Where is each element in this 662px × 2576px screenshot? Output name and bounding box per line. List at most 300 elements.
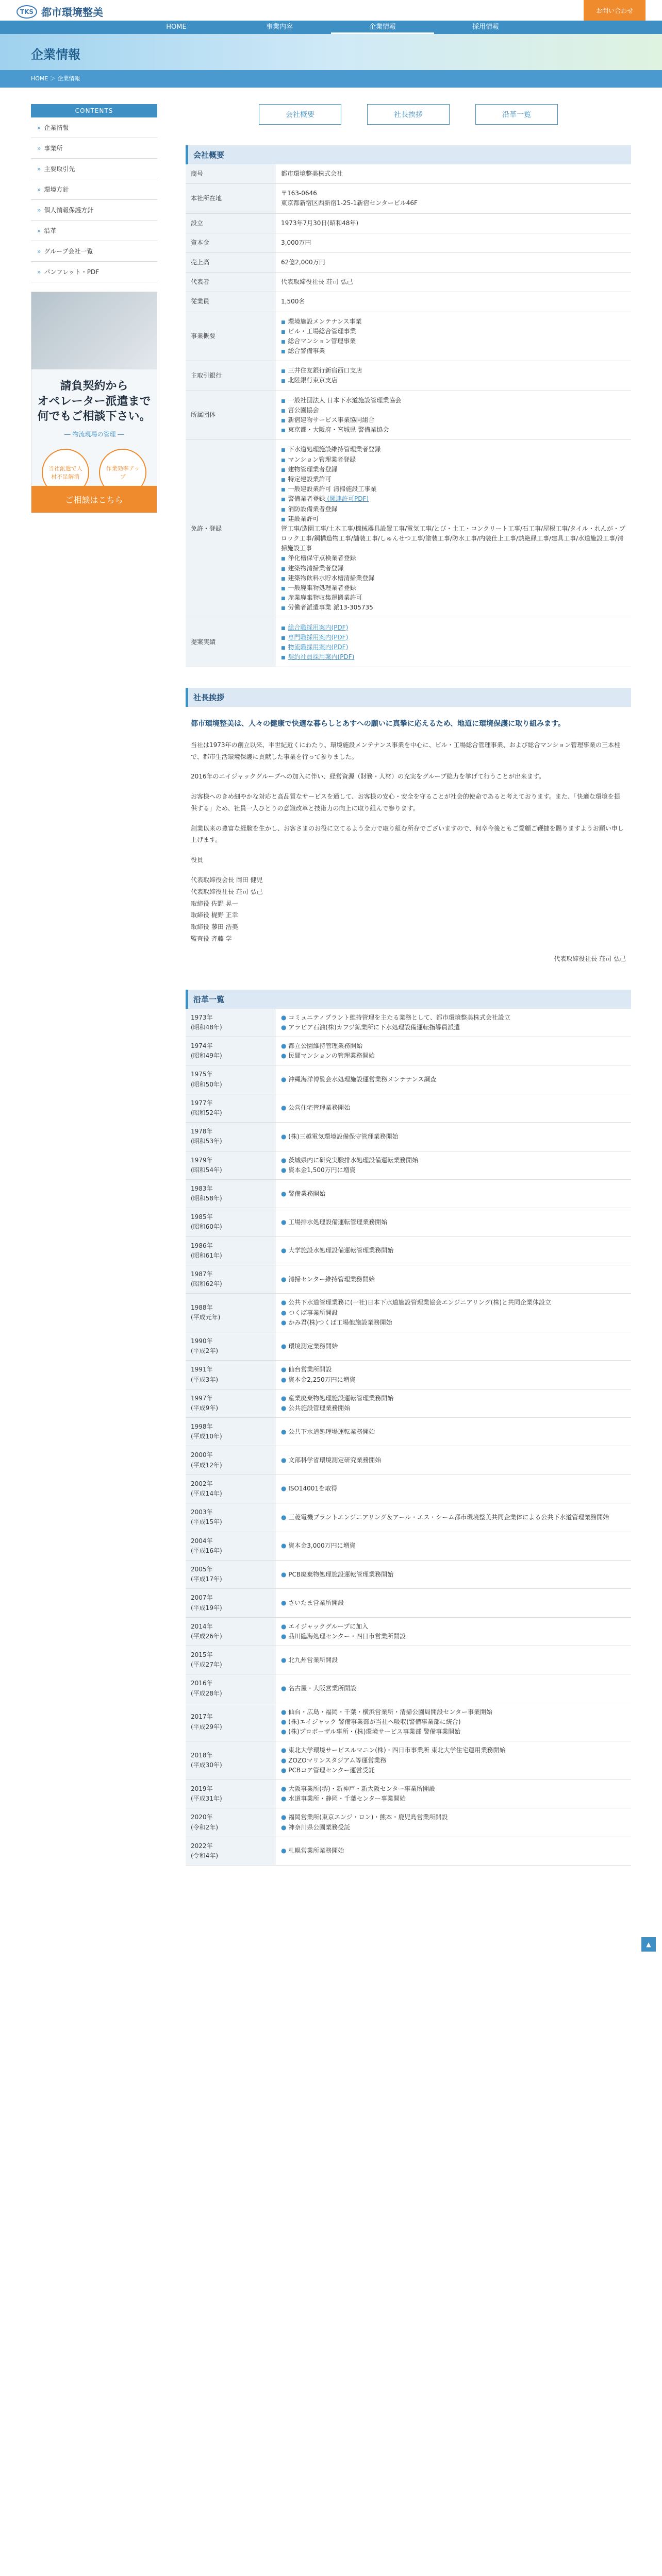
sidebar-item[interactable]: » 個人情報保護方針 (31, 200, 157, 221)
list-item: ■ 建物管理業者登録 (281, 465, 626, 474)
event-text: 警備業務開始 (288, 1190, 326, 1197)
event-list (281, 1622, 626, 1641)
history-event (281, 1846, 626, 1856)
history-events (276, 1065, 631, 1094)
history-events (276, 1418, 631, 1446)
history-event (281, 1165, 626, 1175)
event-text: (株)三越電気環境設備保守管理業務開始 (288, 1132, 399, 1140)
event-text: 三菱電機プラントエンジニアリング＆アール・エス・シーム都市環境整美共同企業体による公共下水道管理業務開始 (288, 1513, 609, 1521)
bullet-icon: ● (281, 1718, 289, 1726)
officers-list (191, 874, 626, 945)
bullet-icon: ● (281, 1052, 289, 1060)
history-events (276, 1837, 631, 1865)
event-text: 名古屋・大阪営業所開設 (288, 1685, 357, 1692)
bullet-icon: ● (281, 1042, 289, 1050)
value-line: 1973年7月30日(昭和48年) (281, 219, 359, 227)
page-hero (0, 34, 662, 70)
history-year: 1985年 (昭和60年) (186, 1208, 276, 1236)
bullet-icon: ● (281, 1656, 289, 1664)
event-text: エイジャックグループに加入 (288, 1622, 369, 1630)
pdf-link[interactable]: 専門職採用案内(PDF) (288, 633, 349, 641)
site-logo[interactable] (16, 4, 103, 19)
event-text: 品川臨海処理センター・四日市営業所開設 (288, 1632, 406, 1640)
overview-value (276, 440, 631, 618)
overview-value (276, 213, 631, 233)
event-text: つくば事業所開設 (288, 1309, 338, 1316)
overview-row (186, 184, 631, 213)
value-list (281, 317, 626, 357)
list-item: ■ 宮公園協会 (281, 405, 626, 415)
overview-key: 主取引銀行 (186, 361, 276, 391)
event-list (281, 1707, 626, 1737)
history-row (186, 1837, 631, 1865)
history-year: 2002年 (平成14年) (186, 1475, 276, 1503)
overview-key: 商号 (186, 164, 276, 184)
history-event (281, 1570, 626, 1580)
history-event (281, 1812, 626, 1822)
message-paragraph: 当社は1973年の創立以来、半世紀近くにわたり、環境施設メンテナンス事業を中心に、ビル・工場総合管理事業、および総合マンション管理事業の三本柱で、都市生活環境保護に貢献した事業を行って参りました。 (191, 741, 621, 760)
history-row (186, 1741, 631, 1780)
history-row (186, 1294, 631, 1332)
history-year: 2017年 (平成29年) (186, 1703, 276, 1741)
event-list (281, 1427, 626, 1437)
event-list (281, 1041, 626, 1061)
history-event (281, 1684, 626, 1693)
history-row (186, 1589, 631, 1617)
value-list (281, 396, 626, 435)
history-event (281, 1766, 626, 1775)
list-item: ■ 警備業者登録 (関連許可PDF) (281, 494, 626, 504)
event-text: 神奈川県公園業務受託 (288, 1823, 351, 1831)
officer: 取締役 佐野 晃一 (191, 900, 238, 907)
list-item: ■ 労働者派遣事業 派13-305735 (281, 603, 626, 613)
list-item (281, 623, 626, 633)
bullet-icon: ● (281, 1309, 289, 1316)
event-text: 資本金3,000万円に増資 (288, 1542, 356, 1550)
banner-consult-button[interactable]: ご相談はこちら (31, 486, 157, 513)
history-events (276, 1009, 631, 1037)
bullet-icon: ● (281, 1632, 289, 1640)
history-table (186, 1009, 631, 1866)
event-text: (株)エイジャック 警備事業部が当社へ吸収(警備事業部に統合) (288, 1718, 461, 1726)
history-row (186, 1780, 631, 1808)
history-event (281, 1541, 626, 1551)
history-event (281, 1318, 626, 1328)
pdf-link[interactable]: 物流職採用案内(PDF) (288, 643, 349, 651)
event-text: さいたま営業所開設 (288, 1599, 344, 1606)
overview-heading: 会社概要 (186, 145, 631, 164)
history-event (281, 1717, 626, 1727)
message-lead: 都市環境整美は、人々の健康で快適な暮らしとあすへの願いに真摯に応えるため、地道に環境保護に取り組みます。 (191, 720, 566, 728)
history-event (281, 1246, 626, 1256)
history-year: 1990年 (平成2年) (186, 1332, 276, 1360)
history-year: 1978年 (昭和53年) (186, 1123, 276, 1151)
event-text: 清掃センター維持管理業務開始 (288, 1275, 375, 1283)
bullet-icon: ● (281, 1599, 289, 1606)
history-row (186, 1446, 631, 1475)
bullet-icon: ● (281, 1318, 289, 1326)
overview-row (186, 213, 631, 233)
history-event (281, 1041, 626, 1051)
bullet-icon: ● (281, 1132, 289, 1140)
history-events (276, 1446, 631, 1475)
pdf-link[interactable]: 総合職採用案内(PDF) (288, 623, 349, 631)
history-events (276, 1179, 631, 1208)
history-event (281, 1375, 626, 1385)
overview-row (186, 292, 631, 312)
event-text: 北九州営業所開設 (288, 1656, 338, 1664)
history-row (186, 1037, 631, 1065)
event-text: 民間マンションの管理業務開始 (288, 1052, 375, 1060)
banner-photo (31, 292, 157, 369)
overview-value (276, 273, 631, 292)
bullet-icon: ● (281, 1756, 289, 1764)
nav-recruit[interactable]: 採用情報 (472, 23, 499, 31)
logo-text: 都市環境整美 (41, 6, 103, 19)
overview-value (276, 312, 631, 361)
history-year: 1988年 (平成元年) (186, 1294, 276, 1332)
history-events (276, 1475, 631, 1503)
history-year: 2022年 (令和4年) (186, 1837, 276, 1865)
license-pdf-link[interactable]: (関連許可PDF) (325, 495, 369, 503)
event-text: 東北大学環境サービスルマニン(株)・四日市事業所 東北大学住宅運用業務開始 (288, 1747, 506, 1754)
event-list (281, 1394, 626, 1413)
bullet-icon: ● (281, 1814, 289, 1821)
sidebar-item[interactable]: » グループ会社一覧 (31, 241, 157, 262)
overview-key: 免許・登録 (186, 440, 276, 618)
history-year: 2016年 (平成28年) (186, 1674, 276, 1703)
list-item: ■ 浄化槽保守点検業者登録 (281, 553, 626, 563)
list-item: ■ 総合マンション管理事業 (281, 336, 626, 346)
history-events (276, 1532, 631, 1560)
history-row (186, 1179, 631, 1208)
event-list (281, 1132, 626, 1142)
history-event (281, 1275, 626, 1284)
history-event (281, 1745, 626, 1755)
history-events (276, 1674, 631, 1703)
history-year: 2005年 (平成17年) (186, 1560, 276, 1588)
history-year: 2020年 (令和2年) (186, 1808, 276, 1837)
list-item (281, 642, 626, 652)
nav-home[interactable]: HOME (166, 23, 187, 31)
event-text: 環境測定業務開始 (288, 1342, 338, 1350)
bullet-icon: ● (281, 1366, 289, 1374)
history-event (281, 1756, 626, 1766)
value-line: 1,500名 (281, 298, 305, 306)
bullet-icon: ● (281, 1104, 289, 1112)
sidebar-item[interactable]: » 環境方針 (31, 179, 157, 200)
value-list (281, 623, 626, 663)
bullet-icon: ● (281, 1685, 289, 1692)
history-event (281, 1365, 626, 1375)
history-event (281, 1403, 626, 1413)
page-top-button[interactable]: ▲ (641, 1937, 656, 1952)
tab-history[interactable]: 沿革一覧 (475, 104, 558, 125)
history-year: 1986年 (昭和61年) (186, 1236, 276, 1265)
bullet-icon: ● (281, 1542, 289, 1550)
event-text: PCB廃棄物処理施設運転管理業務開始 (288, 1570, 394, 1578)
event-text: 大阪事業所(堺)・新神戸・新大阪センター事業所開設 (288, 1785, 436, 1792)
event-text: コミュニティプラント維持管理を主たる業務として、都市環境整美株式会社設立 (288, 1013, 510, 1021)
event-list (281, 1075, 626, 1084)
event-text: 都立公園維持管理業務開始 (288, 1042, 363, 1050)
history-row (186, 1332, 631, 1360)
message-paragraph: お客様へのきめ細やかな対応と高品質なサービスを通して、お客様の安心・安全を守ることが社会的使命であると考えております。また、「快適な環境を提供する」ため、社員一人ひとりの意識改革と技術力の向上に取り組んで参ります。 (191, 793, 620, 812)
event-list (281, 1846, 626, 1856)
header-contact-button[interactable]: お問い合わせ (584, 0, 646, 21)
history-events (276, 1037, 631, 1065)
overview-table (186, 164, 631, 667)
value-line: 62億2,000万円 (281, 258, 325, 266)
tab-message[interactable]: 社長挨拶 (367, 104, 450, 125)
bullet-icon: ● (281, 1076, 289, 1083)
event-list (281, 1217, 626, 1227)
history-year: 2003年 (平成15年) (186, 1503, 276, 1532)
history-year: 1979年 (昭和54年) (186, 1151, 276, 1179)
event-text: 大学施設水処理設備運転管理業務開始 (288, 1247, 394, 1255)
event-text: 福岡営業所(東京エンジ・ロン)・熊本・鹿児島営業所開設 (288, 1814, 448, 1821)
history-event (281, 1013, 626, 1023)
bullet-icon: ● (281, 1299, 289, 1307)
sidebar-banner[interactable] (31, 292, 157, 513)
sidebar-item[interactable]: » 沿革 (31, 221, 157, 241)
event-text: 文部科学省環境測定研究業務開始 (288, 1456, 382, 1464)
bullet-icon: ● (281, 1766, 289, 1774)
list-item: ■ 一般廃棄物処理業者登録 (281, 583, 626, 593)
overview-row (186, 391, 631, 440)
sidebar-item[interactable]: » 主要取引先 (31, 159, 157, 179)
event-text: ZOZOマリンスタジアム等運営業務 (288, 1756, 387, 1764)
sidebar-item[interactable]: » 事業所 (31, 138, 157, 159)
bullet-icon: ● (281, 1747, 289, 1754)
history-row (186, 1475, 631, 1503)
history-event (281, 1598, 626, 1608)
list-item: ■ マンション管理業者登録 (281, 455, 626, 465)
list-item: ■ 建築物飲料水貯水槽清掃業登録 (281, 573, 626, 583)
bullet-icon: ● (281, 1013, 289, 1021)
tab-overview[interactable]: 会社概要 (259, 104, 341, 125)
overview-value (276, 391, 631, 440)
history-event (281, 1727, 626, 1737)
president-message (186, 707, 631, 984)
overview-value (276, 361, 631, 391)
history-event (281, 1189, 626, 1199)
event-text: 茨城県内に研究実験排水処理設備運転業務開始 (288, 1156, 419, 1164)
list-item: ■ 総合警備事業 (281, 346, 626, 356)
bullet-icon: ● (281, 1708, 289, 1716)
value-line: 都市環境整美株式会社 (281, 170, 343, 177)
history-year: 1977年 (昭和52年) (186, 1094, 276, 1122)
history-year: 1991年 (平成3年) (186, 1361, 276, 1389)
sidebar (31, 104, 157, 1866)
history-event (281, 1394, 626, 1403)
history-event (281, 1023, 626, 1032)
overview-value (276, 252, 631, 272)
history-events (276, 1123, 631, 1151)
value-line: 3,000万円 (281, 239, 311, 246)
history-year: 2007年 (平成19年) (186, 1589, 276, 1617)
event-list (281, 1246, 626, 1256)
event-list (281, 1655, 626, 1665)
construction-note: 管工事/造園工事/土木工事/機械器具設置工事/電気工事/とび・土工・コンクリート工事/石工事/屋根工事/タイル・れんが・ブロック工事/鋼構造物工事/舗装工事/しゅんせつ工事/塗装工事/防水工事/内装仕上工事/熱絶縁工事/建具工事/水道施設工事/清掃施設工事 (281, 524, 625, 552)
sidebar-item[interactable]: » 企業情報 (31, 117, 157, 138)
bullet-icon: ● (281, 1570, 289, 1578)
history-event (281, 1655, 626, 1665)
history-events (276, 1361, 631, 1389)
bullet-icon: ● (281, 1342, 289, 1350)
list-item: ■ 産業廃棄物収集運搬業許可 (281, 593, 626, 603)
event-list (281, 1013, 626, 1032)
event-list (281, 1275, 626, 1284)
bullet-icon: ● (281, 1376, 289, 1383)
event-list (281, 1103, 626, 1113)
officer: 代表取締役社長 荘司 弘己 (191, 888, 263, 895)
history-row (186, 1560, 631, 1588)
bullet-icon: ● (281, 1622, 289, 1630)
history-row (186, 1361, 631, 1389)
event-list (281, 1455, 626, 1465)
list-item: ■ 建築物清掃業者登録 (281, 564, 626, 573)
event-text: 公共施設管理業務開始 (288, 1404, 351, 1412)
bullet-icon: ● (281, 1785, 289, 1792)
event-list (281, 1513, 626, 1522)
overview-key: 従業員 (186, 292, 276, 312)
sidebar-item[interactable]: » パンフレット・PDF (31, 262, 157, 282)
bullet-icon: ● (281, 1456, 289, 1464)
history-year: 1997年 (平成9年) (186, 1389, 276, 1417)
overview-row (186, 440, 631, 618)
history-row (186, 1123, 631, 1151)
history-events (276, 1741, 631, 1780)
history-year: 1987年 (昭和62年) (186, 1265, 276, 1294)
value-list (281, 445, 626, 613)
overview-key: 資本金 (186, 233, 276, 252)
pdf-link[interactable]: 契約社員採用案内(PDF) (288, 653, 355, 661)
sidebar-heading: CONTENTS (31, 104, 157, 117)
history-events (276, 1151, 631, 1179)
event-text: 公営住宅管理業務開始 (288, 1104, 351, 1112)
history-events (276, 1389, 631, 1417)
overview-value (276, 164, 631, 184)
history-events (276, 1703, 631, 1741)
banner-chip: 当社派遣で人材不足解消 (42, 449, 89, 496)
bullet-icon: ● (281, 1394, 289, 1402)
history-events (276, 1560, 631, 1588)
overview-key: 事業概要 (186, 312, 276, 361)
event-text: 公共下水道処理場運転業務開始 (288, 1428, 375, 1435)
history-event (281, 1051, 626, 1061)
list-item: ■ 一般建設業許可 清掃施設工事業 (281, 484, 626, 494)
event-list (281, 1812, 626, 1832)
history-row (186, 1389, 631, 1417)
bullet-icon: ● (281, 1485, 289, 1493)
list-item: ■ 東京都・大阪府・宮城県 警備業協会 (281, 425, 626, 435)
officer: 監査役 斉藤 学 (191, 935, 232, 943)
bullet-icon: ● (281, 1795, 289, 1803)
history-event (281, 1217, 626, 1227)
history-event (281, 1513, 626, 1522)
value-line: 東京都新宿区西新宿1-25-1新宿センタービル46F (281, 199, 418, 207)
history-event (281, 1707, 626, 1717)
list-item: ■ 下水道処理施設維持管理業者登録 (281, 445, 626, 454)
history-heading: 沿革一覧 (186, 990, 631, 1009)
officer: 代表取締役会長 岡田 健児 (191, 876, 263, 884)
main-area (0, 88, 662, 1866)
bullet-icon: ● (281, 1728, 289, 1736)
history-row (186, 1646, 631, 1674)
bullet-icon: ● (281, 1513, 289, 1521)
history-row (186, 1532, 631, 1560)
list-item: ■ 建設業許可 (281, 514, 626, 524)
content (186, 104, 631, 1866)
event-list (281, 1570, 626, 1580)
history-event (281, 1484, 626, 1494)
history-row (186, 1503, 631, 1532)
message-signature: 代表取締役社長 荘司 弘己 (554, 955, 626, 962)
event-text: (株)プロボーザル事所・(株)環境サービス事業部 警備事業開始 (288, 1728, 461, 1736)
message-heading: 社長挨拶 (186, 688, 631, 707)
list-item (281, 633, 626, 642)
overview-key: 本社所在地 (186, 184, 276, 213)
history-row (186, 1418, 631, 1446)
section-tabs (186, 104, 631, 125)
history-row (186, 1674, 631, 1703)
officer: 取締役 梶野 正幸 (191, 911, 238, 919)
overview-key: 代表者 (186, 273, 276, 292)
history-event (281, 1156, 626, 1165)
nav-business[interactable]: 事業内容 (266, 23, 293, 31)
bullet-icon: ● (281, 1023, 289, 1031)
event-text: 資本金2,250万円に増資 (288, 1376, 356, 1383)
history-event (281, 1622, 626, 1632)
history-events (276, 1646, 631, 1674)
banner-title: 請負契約から オペレーター派遣まで 何でもご相談下さい。 (37, 380, 151, 423)
event-list (281, 1365, 626, 1384)
message-paragraph: 2016年のエイジャックグループへの加入に伴い、経営資源（財務・人材）の充実をグループ総力を挙げて行うことが出来ます。 (191, 773, 545, 781)
page-title: 企業情報 (31, 47, 80, 62)
history-event (281, 1784, 626, 1794)
value-line: 代表取締役社長 荘司 弘己 (281, 278, 353, 286)
logo-mark: TKS (16, 5, 37, 19)
event-list (281, 1484, 626, 1494)
history-row (186, 1265, 631, 1294)
banner-chip: 作業効率アップ (99, 449, 146, 496)
history-year: 1975年 (昭和50年) (186, 1065, 276, 1094)
history-year: 2000年 (平成12年) (186, 1446, 276, 1475)
bullet-icon: ● (281, 1404, 289, 1412)
overview-key: 設立 (186, 213, 276, 233)
event-text: 水道事業所・静岡・千葉センター事業開始 (288, 1795, 406, 1803)
bullet-icon: ● (281, 1275, 289, 1283)
history-row (186, 1236, 631, 1265)
overview-key: 提案実績 (186, 618, 276, 667)
nav-company[interactable]: 企業情報 (331, 21, 434, 34)
history-row (186, 1151, 631, 1179)
overview-row (186, 252, 631, 272)
global-nav (0, 21, 662, 34)
event-list (281, 1541, 626, 1551)
history-row (186, 1094, 631, 1122)
history-events (276, 1589, 631, 1617)
event-text: 仙台・広島・福岡・千葉・横浜営業所・清掃公園局開設センター事業開始 (288, 1708, 492, 1716)
list-item: ■ 北陸銀行東京支店 (281, 376, 626, 385)
bullet-icon: ● (281, 1847, 289, 1855)
list-item: ■ 環境施設メンテナンス事業 (281, 317, 626, 327)
history-year: 2019年 (平成31年) (186, 1780, 276, 1808)
event-list (281, 1342, 626, 1351)
overview-value (276, 292, 631, 312)
bullet-icon: ● (281, 1190, 289, 1197)
